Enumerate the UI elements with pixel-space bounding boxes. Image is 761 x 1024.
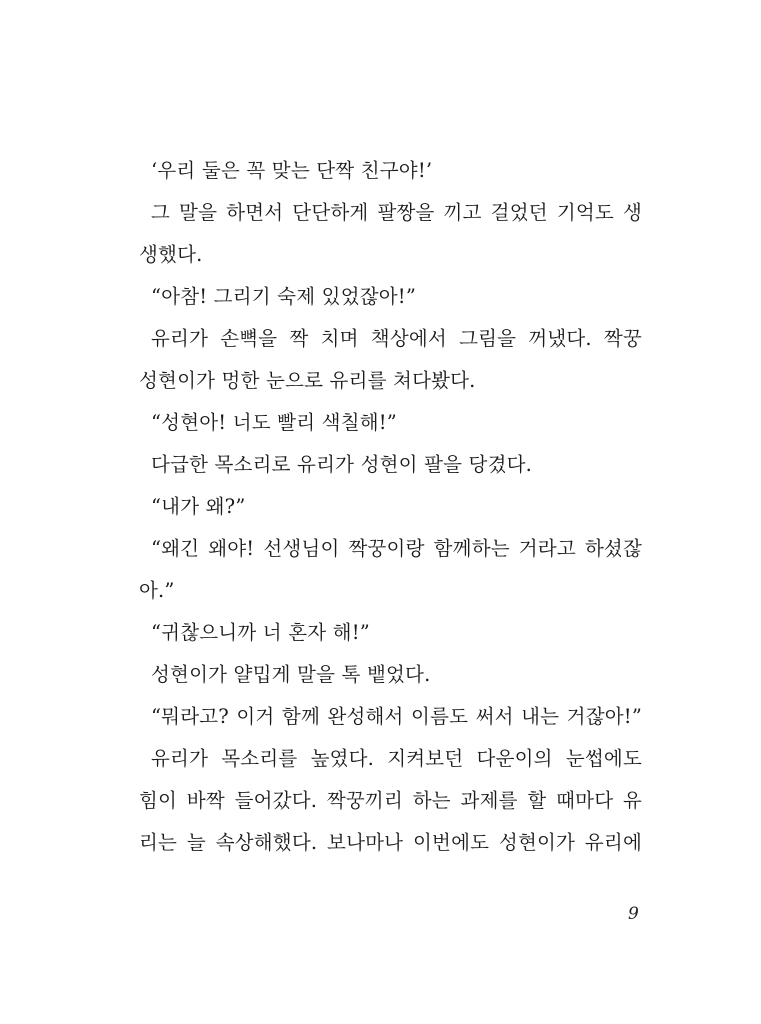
text-line: 유리가 손뼉을 짝 치며 책상에서 그림을 꺼냈다. 짝꿍 [151, 327, 642, 350]
text-line: 성현이가 멍한 눈으로 유리를 쳐다봤다. [139, 369, 476, 392]
text-line: 그 말을 하면서 단단하게 팔짱을 끼고 걸었던 기억도 생 [151, 201, 642, 224]
text-line: “아참! 그리기 숙제 있었잖아!” [151, 285, 417, 308]
text-line: “뭐라고? 이거 함께 완성해서 이름도 써서 내는 거잖아!” [151, 705, 642, 728]
page-number: 9 [628, 904, 639, 924]
text-line: “성현아! 너도 빨리 색칠해!” [151, 411, 397, 434]
text-line: 생했다. [139, 243, 203, 266]
text-line: 성현이가 얄밉게 말을 톡 뱉었다. [151, 663, 431, 686]
text-line: 아.” [139, 579, 175, 602]
text-line: ‘우리 둘은 꼭 맞는 단짝 친구야!’ [151, 159, 433, 182]
text-line: “귀찮으니까 너 혼자 해!” [151, 621, 370, 644]
text-line: 힘이 바짝 들어갔다. 짝꿍끼리 하는 과제를 할 때마다 유 [139, 789, 642, 812]
text-line: 다급한 목소리로 유리가 성현이 팔을 당겼다. [151, 453, 533, 476]
body-text [139, 153, 642, 867]
text-line: 리는 늘 속상해했다. 보나마나 이번에도 성현이가 유리에 [139, 831, 642, 854]
text-line: 유리가 목소리를 높였다. 지켜보던 다운이의 눈썹에도 [151, 747, 642, 770]
text-line: “왜긴 왜야! 선생님이 짝꿍이랑 함께하는 거라고 하셨잖 [151, 537, 642, 560]
text-line: “내가 왜?” [151, 495, 246, 518]
